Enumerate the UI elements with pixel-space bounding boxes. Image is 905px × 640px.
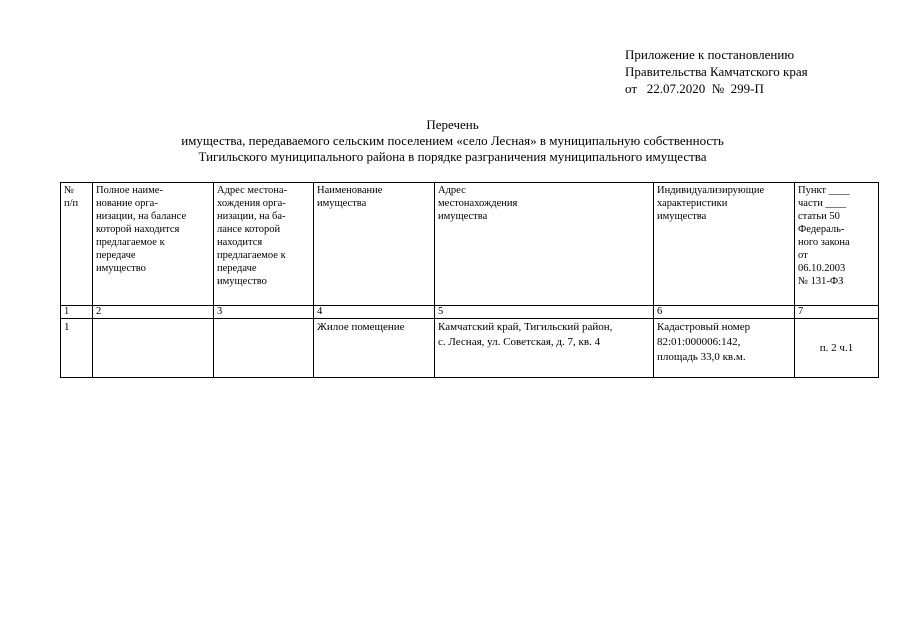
title-line-2: имущества, передаваемого сельским поселением «село Лесная» в муниципальную собственность: [181, 133, 724, 148]
property-table: [60, 182, 879, 378]
column-number: 2: [93, 306, 214, 319]
header-characteristics: Индивидуализирующие характеристики имущества: [654, 183, 795, 306]
row-property-name: Жилое помещение: [314, 319, 435, 378]
appendix-line-3: от 22.07.2020 № 299-П: [625, 81, 764, 96]
document-title: [0, 117, 905, 165]
appendix-line-1: Приложение к постановлению: [625, 47, 795, 62]
header-property-name: Наименование имущества: [314, 183, 435, 306]
header-row: [61, 183, 879, 306]
header-property-address: Адрес местонахождения имущества: [435, 183, 654, 306]
column-numbers-row: [61, 306, 879, 319]
row-law-item: п. 2 ч.1: [795, 319, 879, 378]
column-number: 5: [435, 306, 654, 319]
column-number: 3: [214, 306, 314, 319]
title-line-1: Перечень: [426, 117, 479, 132]
header-num: № п/п: [61, 183, 93, 306]
row-num: 1: [61, 319, 93, 378]
column-number: 1: [61, 306, 93, 319]
row-characteristics: Кадастровый номер 82:01:000006:142, площадь 33,0 кв.м.: [654, 319, 795, 378]
column-number: 6: [654, 306, 795, 319]
title-line-3: Тигильского муниципального района в порядке разграничения муниципального имущества: [198, 149, 707, 164]
row-org-address: [214, 319, 314, 378]
appendix-block: [625, 46, 808, 97]
row-property-address: Камчатский край, Тигильский район, с. Лесная, ул. Советская, д. 7, кв. 4: [435, 319, 654, 378]
row-org-name: [93, 319, 214, 378]
header-law-item: Пункт ____ части ____ статьи 50 Федераль- ного закона от 06.10.2003 № 131-ФЗ: [795, 183, 879, 306]
appendix-line-2: Правительства Камчатского края: [625, 64, 808, 79]
header-org-address: Адрес местона- хождения орга- низации, на ба- лансе которой находится предлагаемое к передаче имущество: [214, 183, 314, 306]
header-org-name: Полное наиме- нование орга- низации, на балансе которой находится предлагаемое к передаче имущество: [93, 183, 214, 306]
column-number: 4: [314, 306, 435, 319]
column-number: 7: [795, 306, 879, 319]
table-row: [61, 319, 879, 378]
